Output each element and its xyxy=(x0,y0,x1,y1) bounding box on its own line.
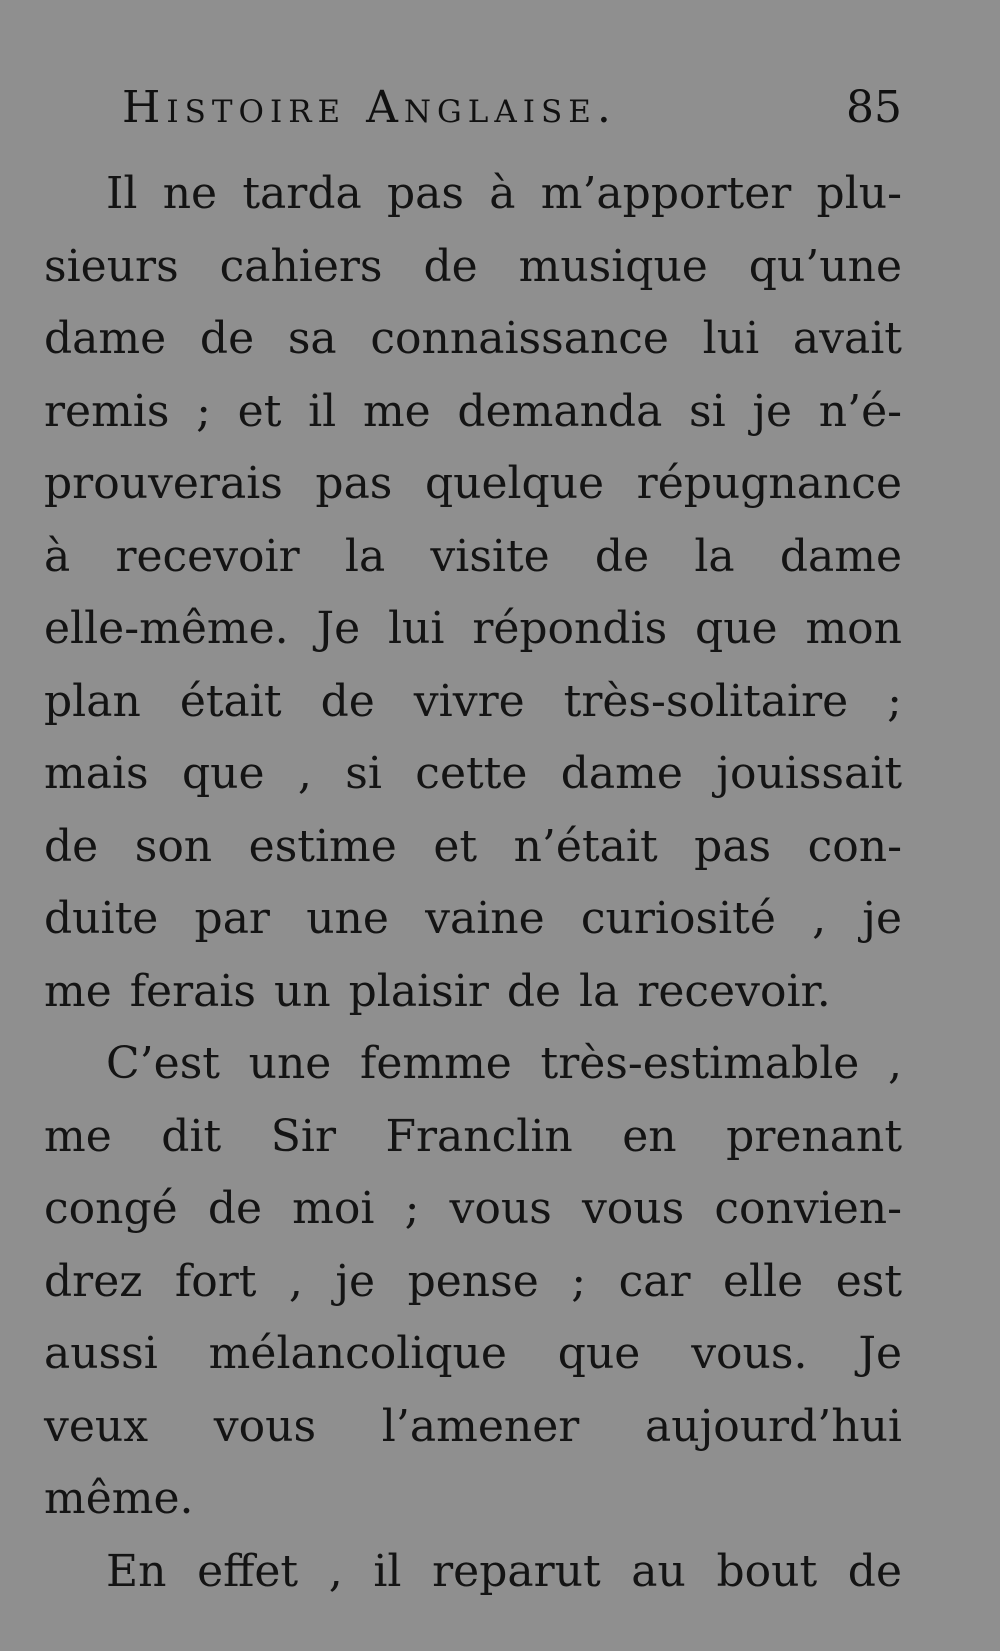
text-line: drez fort , je pense ; car elle est xyxy=(44,1255,902,1307)
text-line: prouverais pas quelque répugnance xyxy=(44,458,902,509)
text-line: aussi mélancolique que vous. Je xyxy=(44,1328,902,1379)
text-line: de son estime et n’était pas con- xyxy=(44,820,902,872)
text-line: mais que , si cette dame jouissait xyxy=(44,748,902,799)
text-line: même. xyxy=(44,1473,194,1524)
text-line: me ferais un plaisir de la recevoir. xyxy=(44,965,831,1017)
text-line: En effet , il reparut au bout de xyxy=(106,1545,902,1597)
text-line: remis ; et il me demanda si je n’é- xyxy=(44,385,902,437)
body-text xyxy=(44,158,902,1608)
running-title: Histoire Anglaise. xyxy=(122,82,617,133)
text-line: à recevoir la visite de la dame xyxy=(44,530,902,582)
text-line: C’est une femme très-estimable , xyxy=(106,1038,902,1089)
page-number: 85 xyxy=(846,82,902,133)
running-header xyxy=(122,78,902,138)
text-line: duite par une vaine curiosité , je xyxy=(44,893,902,944)
text-line: Il ne tarda pas à m’apporter plu- xyxy=(106,168,902,219)
text-line: me dit Sir Franclin en prenant xyxy=(44,1110,902,1162)
text-line: plan était de vivre très-solitaire ; xyxy=(44,675,902,727)
text-line: sieurs cahiers de musique qu’une xyxy=(44,240,902,292)
text-line: elle-même. Je lui répondis que mon xyxy=(44,603,902,654)
text-line: veux vous l’amener aujourd’hui xyxy=(44,1400,902,1452)
text-line: dame de sa connaissance lui avait xyxy=(44,313,902,364)
text-line: congé de moi ; vous vous convien- xyxy=(44,1183,902,1234)
